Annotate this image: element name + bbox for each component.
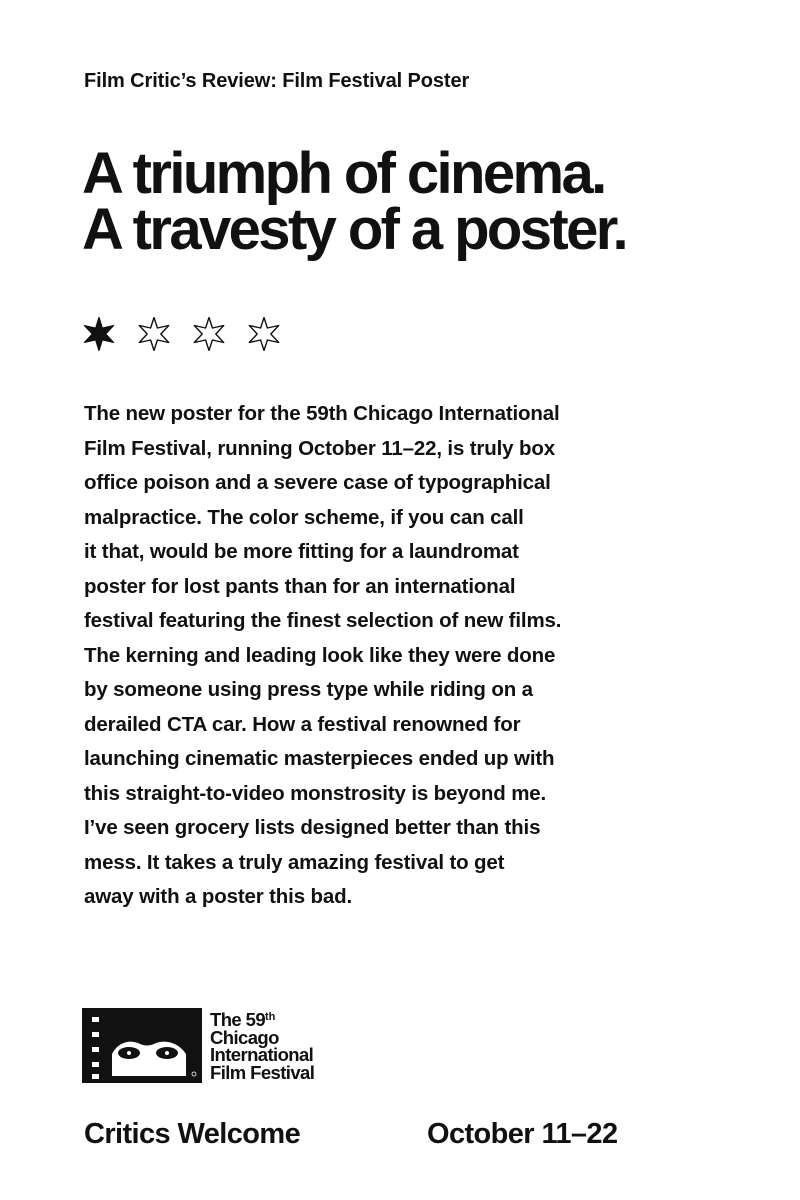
headline-line-1: A triumph of cinema. [82, 141, 605, 206]
review-line: by someone using press type while riding on a [84, 678, 533, 701]
review-text [84, 397, 684, 915]
star-filled-icon [82, 317, 116, 351]
headline [82, 141, 782, 262]
logo-line-1: The 59th [210, 1009, 276, 1030]
review-line: mess. It takes a truly amazing festival to get [84, 850, 505, 874]
star-empty-icon [137, 317, 171, 351]
logo-line-2: Chicago [210, 1026, 279, 1048]
logo-line-3: International [210, 1044, 314, 1065]
review-line: Film Festival, running October 11–22, is truly box [84, 436, 555, 460]
review-line: it that, would be more fitting for a laundromat [84, 540, 519, 563]
film-strip-eyes-icon [82, 1008, 202, 1083]
star-empty-icon [192, 317, 226, 351]
star-empty-icon [247, 317, 281, 351]
review-line: poster for lost pants than for an international [84, 574, 516, 598]
review-line: this straight-to-video monstrosity is beyond me. [84, 781, 547, 805]
review-line: derailed CTA car. How a festival renowned for [84, 712, 521, 736]
logo-line-4: Film Festival [210, 1061, 315, 1083]
footer-tagline: Critics Welcome [84, 1118, 301, 1150]
review-line: The kerning and leading look like they were done [84, 643, 556, 667]
review-line: malpractice. The color scheme, if you can call [84, 505, 524, 529]
review-line: office poison and a severe case of typographical [84, 471, 551, 494]
review-line: festival featuring the finest selection of new films. [84, 609, 562, 632]
logo-wordmark [210, 1009, 314, 1081]
review-line: The new poster for the 59th Chicago International [84, 402, 560, 425]
review-line: launching cinematic masterpieces ended up with [84, 747, 555, 770]
review-line: I’ve seen grocery lists designed better than this [84, 816, 541, 839]
review-line: away with a poster this bad. [84, 885, 353, 908]
footer-dates: October 11–22 [427, 1118, 618, 1150]
star-rating [82, 317, 281, 351]
festival-logo [82, 1008, 314, 1083]
kicker-title: Film Critic’s Review: Film Festival Poster [84, 70, 470, 92]
headline-line-2: A travesty of a poster. [82, 197, 627, 262]
